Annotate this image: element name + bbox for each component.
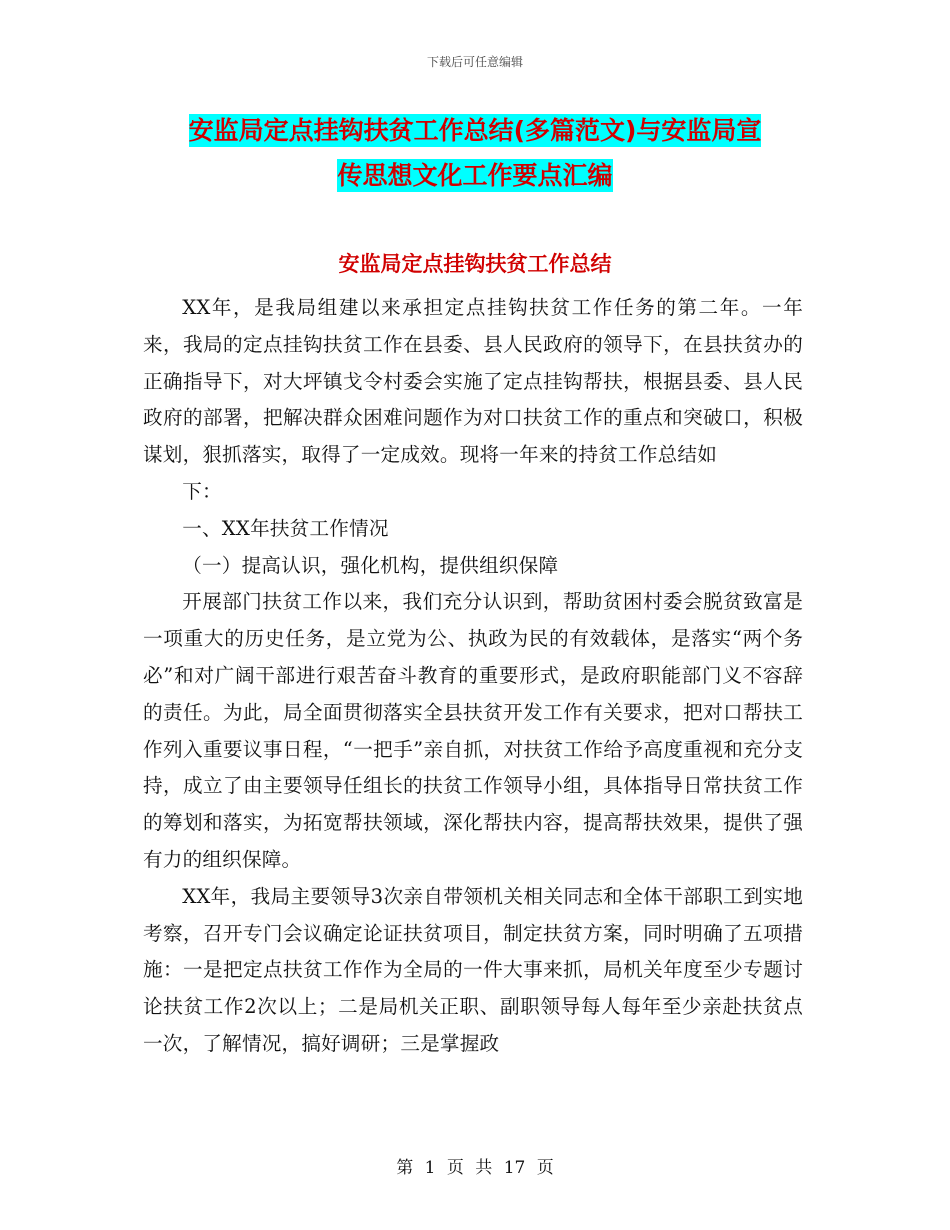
paragraph: 一、XX年扶贫工作情况 — [182, 516, 389, 540]
document-title — [145, 108, 805, 198]
title-line-2: 传思想文化工作要点汇编 — [337, 161, 613, 190]
paragraph: （一）提高认识，强化机构，提供组织保障 — [182, 553, 559, 577]
paragraph: 开展部门扶贫工作以来，我们充分认识到，帮助贫困村委会脱贫致富是一项重大的历史任务，是立党为公、执政为民的有效载体，是落实“两个务必”和对广阔干部进行艰苦奋斗教育的重要形式，是政府职能部门义不容辞的责任。为此，局全面贯彻落实全县扶贫开发工作有关要求，把对口帮扶工作列入重要议事日程，“一把手”亲自抓，对扶贫工作给予高度重视和充分支持，成立了由主要领导任组长的扶贫工作领导小组，具体指导日常扶贫工作的筹划和落实，为拓宽帮扶领域，深化帮扶内容，提高帮扶效果，提供了强有力的组织保障。 — [143, 590, 803, 871]
paragraph: XX年，是我局组建以来承担定点挂钩扶贫工作任务的第二年。一年来，我局的定点挂钩扶贫工作在县委、县人民政府的领导下，在县扶贫办的正确指导下，对大坪镇戈令村委会实施了定点挂钩帮扶，根据县委、县人民政府的部署，把解决群众困难问题作为对口扶贫工作的重点和突破口，积极谋划，狠抓落实，取得了一定成效。现将一年来的持贫工作总结如 — [143, 296, 803, 467]
page-number-footer: 第 1 页 共 17 页 — [396, 1158, 554, 1178]
section-title: 安监局定点挂钩扶贫工作总结 — [338, 252, 612, 276]
body-text — [143, 290, 803, 1063]
header-note: 下载后可任意编辑 — [426, 55, 523, 69]
paragraph: XX年，我局主要领导3次亲自带领机关相关同志和全体干部职工到实地考察，召开专门会议确定论证扶贫项目，制定扶贫方案，同时明确了五项措施：一是把定点扶贫工作作为全局的一件大事来抓，局机关年度至少专题讨论扶贫工作2次以上；二是局机关正职、副职领导每人每年至少亲赴扶贫点一次，了解情况，搞好调研；三是掌握政 — [143, 884, 803, 1055]
paragraph: 下： — [182, 479, 222, 503]
title-line-1: 安监局定点挂钩扶贫工作总结(多篇范文)与安监局宣 — [188, 116, 762, 145]
